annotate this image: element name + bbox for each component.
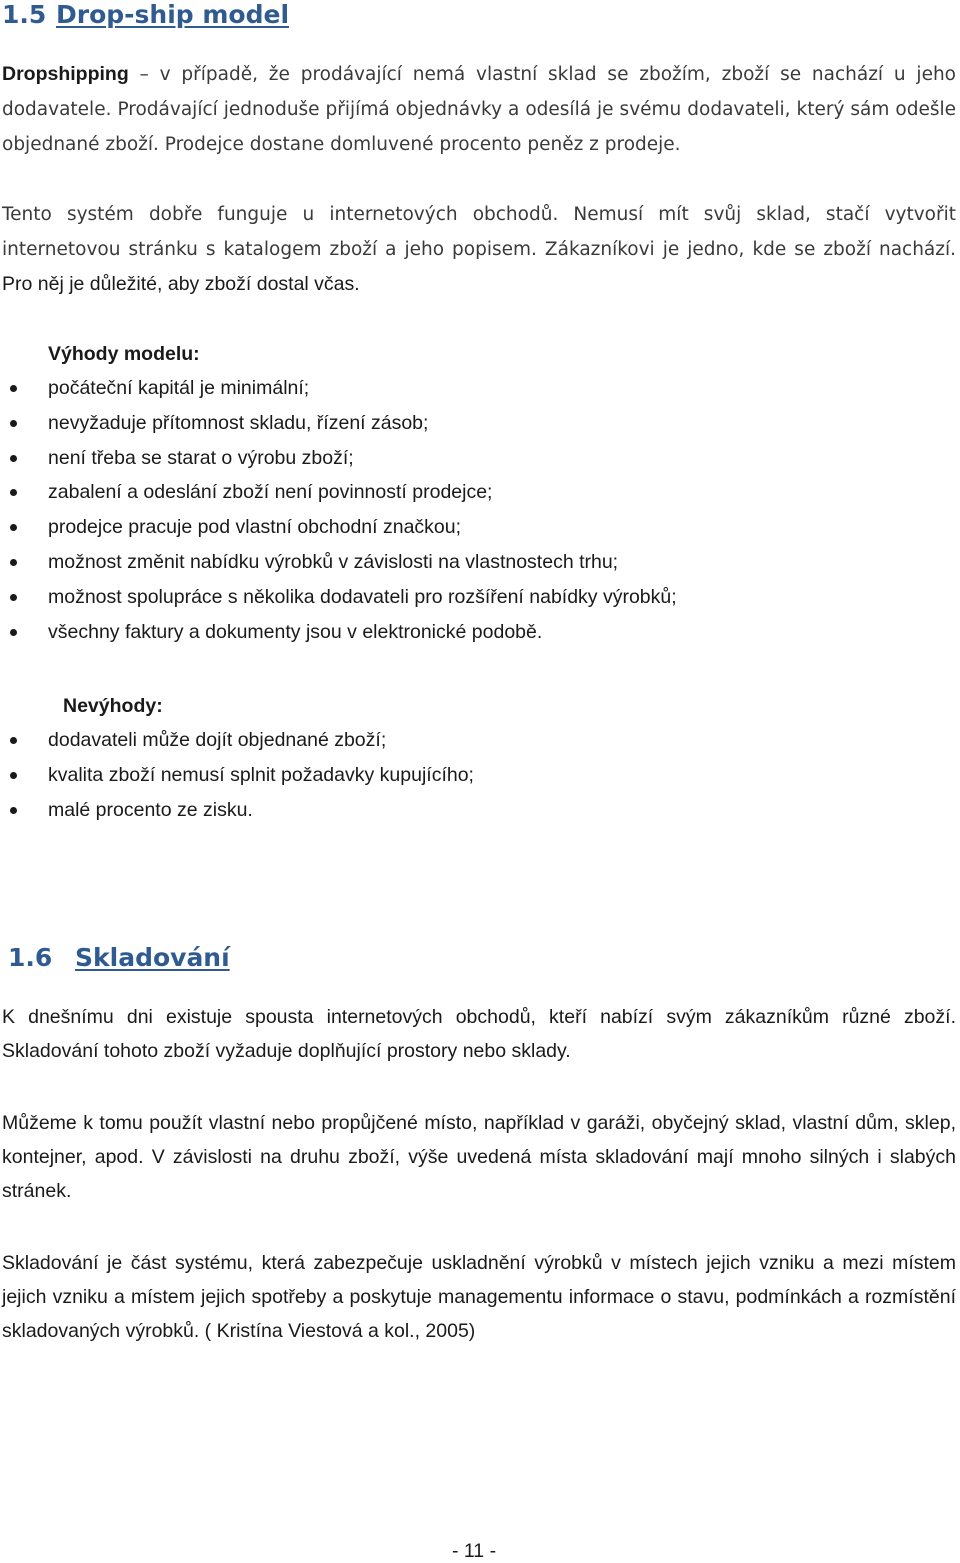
bullet-icon <box>10 772 17 779</box>
list-item-text: kvalita zboží nemusí splnit požadavky kupujícího; <box>48 763 474 786</box>
list-item <box>0 758 930 793</box>
page-number: - 11 - <box>452 1540 497 1562</box>
section-number: 1.6 <box>8 943 53 972</box>
skladovani-paragraph-3: Skladování je část systému, která zabezpečuje uskladnění výrobků v místech jejich vzniku a mezi místem jejich vzniku a místem jejich spotřeby a poskytuje managementu informace o stavu, podmínkách a rozmístění skladovaných výrobků. ( Kristína Viestová a kol., 2005) <box>2 1252 956 1342</box>
section-number: 1.5 <box>2 0 47 29</box>
section-heading-drop-ship <box>2 0 289 30</box>
list-item <box>0 406 930 441</box>
bullet-icon <box>10 559 17 566</box>
bullet-icon <box>10 489 17 496</box>
list-item-text: zabalení a odeslání zboží není povinností prodejce; <box>48 481 493 504</box>
dropshipping-definition-text: – v případě, že prodávající nemá vlastní sklad se zbožím, zboží se nachází u jeho dodavatele. Prodávající jednoduše přijímá objednávky a odesílá je svému dodavateli, který sám odešle objednané zboží. Prodejce dostane domluvené procento peněz z prodeje. <box>2 64 956 155</box>
list-item-text: malé procento ze zisku. <box>48 798 253 821</box>
bullet-icon <box>10 455 17 462</box>
list-item <box>0 510 930 545</box>
advantages-title: Výhody modelu: <box>48 343 200 365</box>
list-item-text: prodejce pracuje pod vlastní obchodní značkou; <box>48 516 462 539</box>
bullet-icon <box>10 807 17 814</box>
section-heading-skladovani <box>8 943 230 973</box>
disadvantages-title: Nevýhody: <box>63 695 163 717</box>
internet-shops-text-end: Pro něj je důležité, aby zboží dostal včas. <box>2 273 360 295</box>
list-item <box>0 580 930 615</box>
bullet-icon <box>10 385 17 392</box>
list-item-text: počáteční kapitál je minimální; <box>48 377 310 399</box>
list-item-text: možnost spolupráce s několika dodavateli pro rozšíření nabídky výrobků; <box>48 585 677 608</box>
list-item-text: možnost změnit nabídku výrobků v závislosti na vlastnostech trhu; <box>48 550 619 573</box>
list-item <box>0 371 930 406</box>
list-item-text: všechny faktury a dokumenty jsou v elektronické podobě. <box>48 620 543 643</box>
dropshipping-definition-paragraph <box>2 57 956 162</box>
bullet-icon <box>10 594 17 601</box>
section-title: Skladování <box>75 943 230 972</box>
internet-shops-text: Tento systém dobře funguje u internetových obchodů. Nemusí mít svůj sklad, stačí vytvořit internetovou stránku s katalogem zboží a jeho popisem. Zákazníkovi je jedno, kde se zboží nachází. <box>2 204 956 260</box>
list-item <box>0 441 930 476</box>
skladovani-paragraph-2: Můžeme k tomu použít vlastní nebo propůjčené místo, například v garáži, obyčejný sklad, vlastní dům, sklep, kontejner, apod. V závislosti na druhu zboží, výše uvedená místa skladování mají mnoho silných i slabých stránek. <box>2 1112 956 1202</box>
list-item <box>0 475 930 510</box>
bullet-icon <box>10 524 17 531</box>
dropshipping-term: Dropshipping <box>2 63 129 85</box>
list-item <box>0 615 930 650</box>
advantages-list <box>0 371 930 649</box>
skladovani-paragraph-1: K dnešnímu dni existuje spousta internetových obchodů, kteří nabízí svým zákazníkům různé zboží. Skladování tohoto zboží vyžaduje doplňující prostory nebo sklady. <box>2 1006 956 1062</box>
list-item <box>0 545 930 580</box>
internet-shops-paragraph <box>2 197 956 301</box>
list-item-text: nevyžaduje přítomnost skladu, řízení zásob; <box>48 411 429 434</box>
list-item <box>0 723 930 758</box>
list-item-text: dodavateli může dojít objednané zboží; <box>48 729 387 751</box>
bullet-icon <box>10 737 17 744</box>
bullet-icon <box>10 629 17 636</box>
list-item <box>0 793 930 828</box>
list-item-text: není třeba se starat o výrobu zboží; <box>48 446 354 469</box>
disadvantages-list <box>0 723 930 827</box>
bullet-icon <box>10 420 17 427</box>
section-title: Drop-ship model <box>56 0 290 29</box>
